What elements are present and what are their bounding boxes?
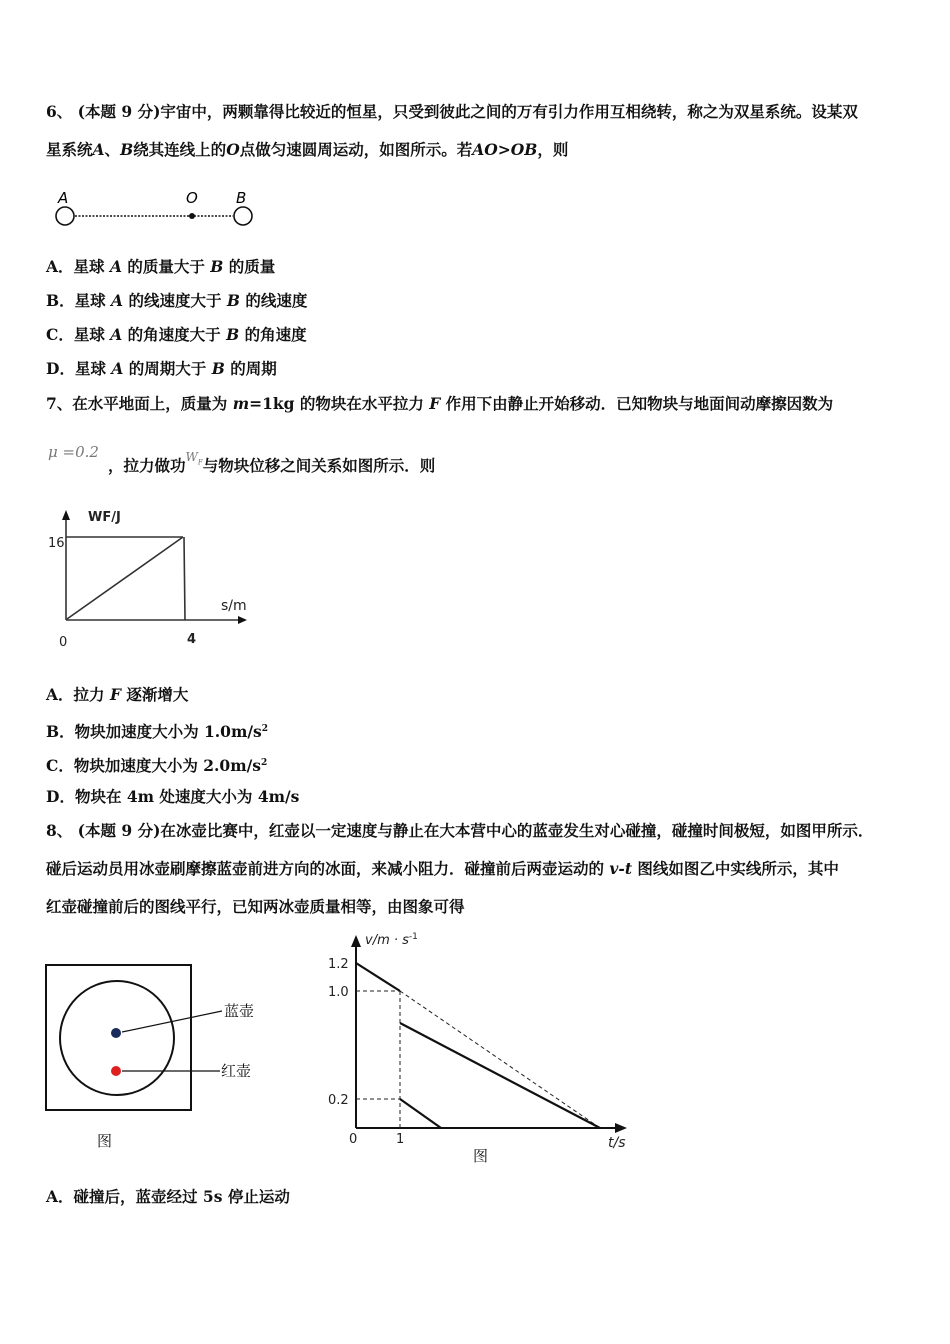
- option-key: B．: [46, 722, 75, 742]
- y-tick: 1.0: [328, 985, 349, 1000]
- y-axis-label-text: v/m · s: [365, 933, 409, 948]
- q6-option-d[interactable]: [46, 359, 277, 379]
- option-text: 的质量大于: [121, 257, 211, 276]
- text: 作用下由静止开始移动．已知物块与地面间动摩擦因数为: [440, 394, 834, 413]
- text: 、: [104, 140, 121, 159]
- blue-stone-label: 蓝壶: [224, 1002, 255, 1020]
- option-text: 拉力: [73, 685, 110, 704]
- option-key: B．: [46, 291, 75, 310]
- x-tick: 0: [349, 1132, 358, 1147]
- option-text: 物块加速度大小为 2.0m/s: [73, 756, 261, 776]
- option-text: 的线速度大于: [123, 291, 227, 310]
- option-text: 的周期: [224, 359, 277, 378]
- option-text: 星球: [74, 359, 112, 378]
- figure-2-caption: 图: [473, 1147, 489, 1165]
- option-var: B: [210, 257, 224, 276]
- var: O: [226, 140, 240, 159]
- star-a: [56, 207, 74, 225]
- red-after-line: [400, 1099, 441, 1128]
- text: 图线如图乙中实线所示，其中: [632, 859, 839, 878]
- x-axis-label: s/m: [221, 598, 247, 614]
- x-axis-label: t/s: [608, 1135, 626, 1151]
- option-key: A．: [46, 1187, 74, 1206]
- y-axis-arrow-icon: [62, 510, 70, 520]
- house-frame: [46, 965, 191, 1110]
- option-key: A．: [46, 257, 74, 276]
- option-var: A: [109, 257, 122, 276]
- option-key: C．: [46, 325, 74, 344]
- text: =1kg 的物块在水平拉力: [249, 394, 430, 413]
- y-axis-label-sup: -1: [408, 932, 418, 942]
- q7-option-a[interactable]: [46, 685, 188, 705]
- label-a: A: [58, 189, 69, 207]
- y-tick: 1.2: [328, 957, 349, 972]
- y-axis-arrow-icon: [351, 935, 361, 947]
- option-text: 物块加速度大小为 1.0m/s: [74, 722, 262, 742]
- point-o: [189, 213, 195, 219]
- extrapolated-red-line: [400, 991, 600, 1128]
- red-stone: [111, 1066, 121, 1076]
- option-text: 星球: [73, 257, 110, 276]
- condition: AO>OB: [472, 140, 538, 159]
- q6-stem-line-1: 6、 (本题 9 分)宇宙中，两颗靠得比较近的恒星，只受到彼此之间的万有引力作用互相绕转，称之为双星系统。设某双: [46, 102, 858, 121]
- y-tick-16: 16: [48, 536, 65, 551]
- var: F: [429, 394, 441, 413]
- wf-w: W: [185, 450, 198, 464]
- text: 星系统: [46, 140, 93, 159]
- label-o: O: [186, 189, 198, 207]
- q8-option-a[interactable]: [46, 1187, 290, 1207]
- wf-sub: F: [197, 458, 203, 467]
- option-var: F: [109, 685, 121, 704]
- option-text: 碰撞后，蓝壶经过 5s 停止运动: [73, 1187, 290, 1206]
- red-stone-label: 红壶: [221, 1062, 252, 1080]
- label-b: B: [236, 189, 247, 207]
- var: B: [120, 140, 134, 159]
- option-var: A: [111, 291, 124, 310]
- option-text: 的角速度: [239, 325, 307, 344]
- option-key: D．: [46, 787, 75, 806]
- text: 与物块位移之间关系如图所示．则: [202, 456, 436, 475]
- q7-option-d[interactable]: [46, 787, 299, 807]
- option-key: C．: [46, 756, 74, 776]
- y-axis-label: WF/J: [88, 510, 121, 525]
- q8-stem-line-3: 红壶碰撞前后的图线平行，已知两冰壶质量相等，由图象可得: [46, 897, 465, 916]
- option-text: 的质量: [223, 257, 276, 276]
- option-var: B: [226, 291, 240, 310]
- origin-label: 0: [59, 635, 68, 650]
- q6-option-c[interactable]: [46, 325, 307, 345]
- option-text: 的周期大于: [123, 359, 212, 378]
- text: 点做匀速圆周运动，如图所示。若: [239, 140, 473, 159]
- q7-option-c[interactable]: [46, 753, 267, 776]
- q7-stem-line-1: [46, 394, 833, 414]
- y-axis-label: [365, 932, 418, 948]
- var: m: [232, 394, 250, 413]
- x-axis-arrow-icon: [238, 616, 247, 624]
- option-text: 的线速度: [239, 291, 308, 310]
- right-line: [184, 537, 185, 620]
- option-var: A: [111, 359, 124, 378]
- x-tick: 1: [396, 1132, 405, 1147]
- q7-stem-line-2: [108, 450, 436, 482]
- option-text: 逐渐增大: [120, 685, 189, 704]
- wf-line: [67, 537, 183, 619]
- var: A: [92, 140, 105, 159]
- figure-1-caption: 图: [97, 1132, 113, 1150]
- red-before-line: [356, 963, 400, 991]
- blue-after-line: [400, 1023, 600, 1128]
- q8-vt-graph: [351, 935, 627, 1133]
- q6-binary-star-figure: [56, 189, 252, 225]
- option-sup: 2: [261, 724, 269, 734]
- q8-curling-figure: [46, 965, 222, 1110]
- house-circle: [60, 981, 174, 1095]
- text: ，拉力做功: [108, 456, 186, 475]
- mu-formula: μ =0.2: [48, 443, 99, 461]
- q7-work-displacement-graph: [62, 510, 247, 624]
- text: ，则: [537, 140, 569, 159]
- q6-option-a[interactable]: [46, 257, 275, 277]
- option-key: A．: [46, 685, 74, 704]
- q7-option-b[interactable]: [46, 719, 268, 742]
- q6-option-b[interactable]: [46, 291, 307, 311]
- blue-stone: [111, 1028, 121, 1038]
- star-b: [234, 207, 252, 225]
- option-var: B: [211, 359, 225, 378]
- q8-stem-line-2: [46, 859, 839, 879]
- option-text: 物块在 4m 处速度大小为 4m/s: [74, 787, 300, 806]
- x-axis-arrow-icon: [615, 1123, 627, 1133]
- wf-formula: [185, 450, 203, 467]
- y-tick: 0.2: [328, 1093, 349, 1108]
- var: v-t: [609, 859, 633, 878]
- option-text: 星球: [73, 325, 111, 344]
- option-var: A: [110, 325, 123, 344]
- text: 碰后运动员用冰壶刷摩擦蓝壶前进方向的冰面，来减小阻力．碰撞前后两壶运动的: [46, 859, 610, 878]
- option-var: B: [226, 325, 240, 344]
- option-text: 星球: [74, 291, 112, 310]
- option-text: 的角速度大于: [122, 325, 227, 344]
- text: 7、在水平地面上，质量为: [46, 394, 233, 413]
- option-key: D．: [46, 359, 75, 378]
- q8-stem-line-1: 8、 (本题 9 分)在冰壶比赛中，红壶以一定速度与静止在大本营中心的蓝壶发生对心碰撞，碰撞时间极短，如图甲所示．: [46, 821, 874, 840]
- option-sup: 2: [261, 758, 268, 768]
- x-tick-4: 4: [187, 632, 197, 647]
- text: 绕其连线上的: [133, 140, 227, 159]
